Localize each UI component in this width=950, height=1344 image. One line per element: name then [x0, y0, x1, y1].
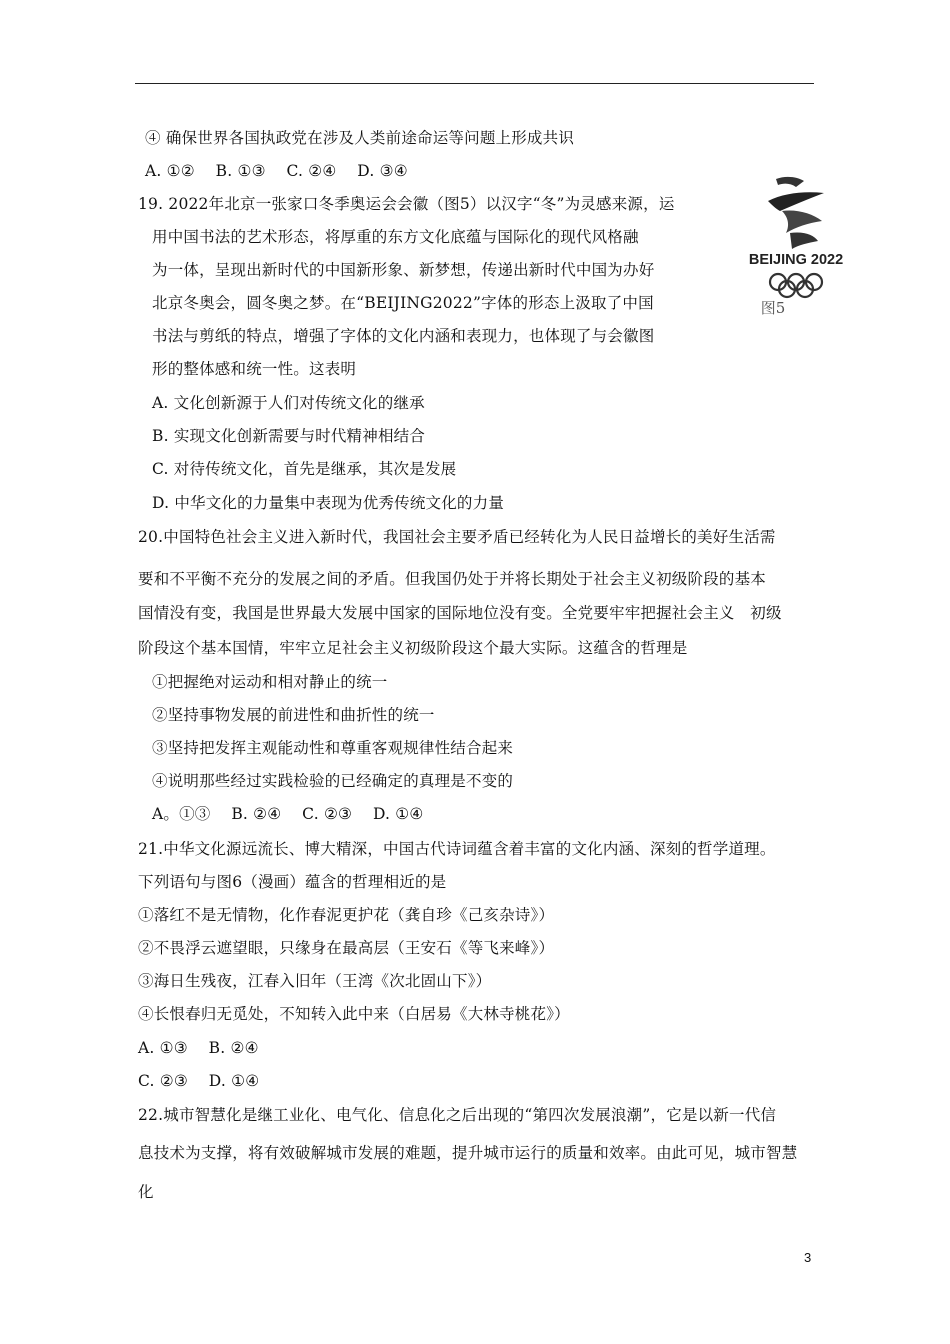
- text-line: D. 中华文化的力量集中表现为优秀传统文化的力量: [152, 494, 505, 512]
- text-line: ②不畏浮云遮望眼，只缘身在最高层（王安石《等飞来峰》）: [138, 939, 555, 957]
- text-line: ①落红不是无情物，化作春泥更护花（龚自珍《己亥杂诗》）: [138, 906, 555, 924]
- text-line: A. ①③ B. ②④: [138, 1039, 259, 1057]
- text-line: 阶段这个基本国情，牢牢立足社会主义初级阶段这个最大实际。这蕴含的哲理是: [138, 639, 688, 657]
- winter-olympics-emblem: [738, 171, 856, 301]
- text-line: ③坚持把发挥主观能动性和尊重客观规律性结合起来: [152, 739, 514, 757]
- page-number: 3: [804, 1250, 812, 1265]
- text-line: 息技术为支撑，将有效破解城市发展的难题，提升城市运行的质量和效率。由此可见，城市智慧: [138, 1144, 798, 1162]
- text-line: ①把握绝对运动和相对静止的统一: [152, 673, 388, 691]
- text-line: C. 对待传统文化，首先是继承，其次是发展: [152, 460, 457, 478]
- header-rule: [135, 83, 814, 84]
- text-line: 21.中华文化源远流长、博大精深，中国古代诗词蕴含着丰富的文化内涵、深刻的哲学道理。: [138, 840, 776, 858]
- text-line: B. 实现文化创新需要与时代精神相结合: [152, 427, 426, 445]
- text-line: 国情没有变，我国是世界最大发展中国家的国际地位没有变。全党要牢牢把握社会主义 初级: [138, 604, 782, 622]
- text-line: 为一体，呈现出新时代的中国新形象、新梦想，传递出新时代中国为办好: [152, 261, 655, 279]
- text-line: 19. 2022年北京一张家口冬季奥运会会徽（图5）以汉字“冬”为灵感来源，运: [138, 195, 675, 213]
- text-line: ④说明那些经过实践检验的已经确定的真理是不变的: [152, 772, 514, 790]
- text-line: 形的整体感和统一性。这表明: [152, 360, 357, 378]
- text-line: ④长恨春归无觅处，不知转入此中来（白居易《大林寺桃花》）: [138, 1005, 570, 1023]
- text-line: 20.中国特色社会主义进入新时代，我国社会主要矛盾已经转化为人民日益增长的美好生活需: [138, 528, 776, 546]
- text-line: 化: [138, 1183, 154, 1201]
- text-line: ③海日生残夜，江春入旧年（王湾《次北固山下》）: [138, 972, 492, 990]
- beijing-2022-emblem-figure: [738, 171, 856, 321]
- text-line: ②坚持事物发展的前进性和曲折性的统一: [152, 706, 435, 724]
- text-line: 用中国书法的艺术形态，将厚重的东方文化底蕴与国际化的现代风格融: [152, 228, 639, 246]
- text-line: 下列语句与图6（漫画）蕴含的哲理相近的是: [138, 873, 447, 891]
- text-line: ④ 确保世界各国执政党在涉及人类前途命运等问题上形成共识: [145, 129, 575, 147]
- text-line: A。①③ B. ②④ C. ②③ D. ①④: [152, 805, 424, 823]
- text-line: 22.城市智慧化是继工业化、电气化、信息化之后出现的“第四次发展浪潮”，它是以新一代信: [138, 1106, 777, 1124]
- figure-caption: 图5: [760, 299, 786, 317]
- text-line: 书法与剪纸的特点，增强了字体的文化内涵和表现力，也体现了与会徽图: [152, 327, 655, 345]
- text-line: C. ②③ D. ①④: [138, 1072, 260, 1090]
- text-line: 北京冬奥会，圆冬奥之梦。在“BEIJING2022”字体的形态上汲取了中国: [152, 294, 654, 312]
- logo-text: BEIJING 2022: [748, 252, 844, 268]
- text-line: A. 文化创新源于人们对传统文化的继承: [152, 394, 425, 412]
- text-line: 要和不平衡不充分的发展之间的矛盾。但我国仍处于并将长期处于社会主义初级阶段的基本: [138, 570, 767, 588]
- text-line: A. ①② B. ①③ C. ②④ D. ③④: [145, 162, 408, 180]
- olympic-rings-icon: [770, 274, 822, 297]
